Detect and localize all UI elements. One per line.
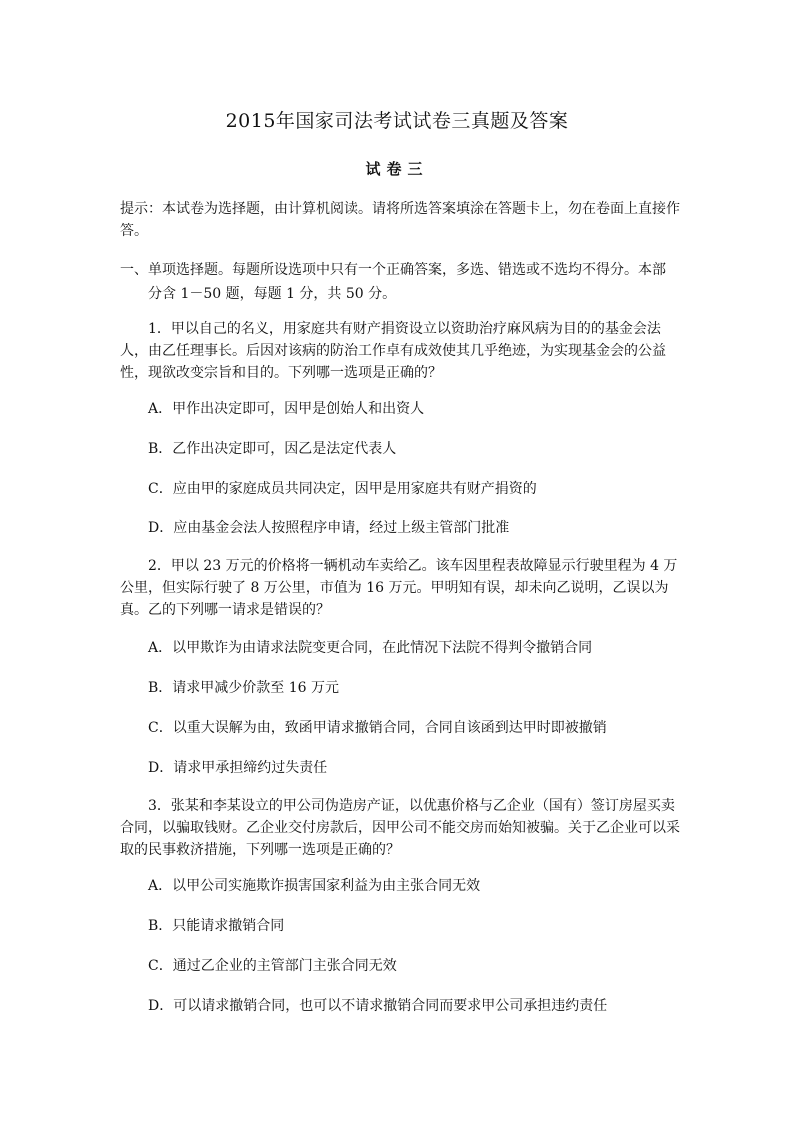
question-3-stem: 3．张某和李某设立的甲公司伪造房产证，以优惠价格与乙企业（国有）签订房屋买卖合同，以骗取钱财。乙企业交付房款后，因甲公司不能交房而始知被骗。关于乙企业可以采取的民事救济措施，下列哪一选项是正确的？: [120, 798, 680, 858]
question-1-stem: 1．甲以自己的名义，用家庭共有财产捐资设立以资助治疗麻风病为目的的基金会法人，由乙任理事长。后因对该病的防治工作卓有成效使其几乎绝迹，为实现基金会的公益性，现欲改变宗旨和目的。下列哪一选项是正确的？: [120, 321, 666, 381]
section-heading-line-2: 分含 1－50 题，每题 1 分，共 50 分。: [148, 286, 397, 302]
question-3-option-d: D．可以请求撤销合同，也可以不请求撤销合同而要求甲公司承担违约责任: [148, 998, 608, 1014]
question-3-option-c: C．通过乙企业的主管部门主张合同无效: [148, 958, 397, 974]
notice-text: 提示：本试卷为选择题，由计算机阅读。请将所选答案填涂在答题卡上，勿在卷面上直接作答。: [120, 201, 680, 239]
question-2-option-b: B．请求甲减少价款至 16 万元: [148, 680, 340, 696]
question-1-option-c: C．应由甲的家庭成员共同决定，因甲是用家庭共有财产捐资的: [148, 481, 537, 497]
question-2-stem: 2．甲以 23 万元的价格将一辆机动车卖给乙。该车因里程表故障显示行驶里程为 4 万公里，但实际行驶了 8 万公里，市值为 16 万元。甲明知有误，却未向乙说明，乙误以为真。乙的下列哪一请求是错误的？: [120, 558, 678, 618]
question-1-option-a: A．甲作出决定即可，因甲是创始人和出资人: [148, 401, 425, 417]
question-1-option-b: B．乙作出决定即可，因乙是法定代表人: [148, 441, 397, 457]
document-title: 2015年国家司法考试试卷三真题及答案: [225, 110, 569, 132]
question-3-option-b: B．只能请求撤销合同: [148, 918, 285, 934]
question-1-option-d: D．应由基金会法人按照程序申请，经过上级主管部门批准: [148, 520, 510, 536]
question-3-option-a: A．以甲公司实施欺诈损害国家利益为由主张合同无效: [148, 878, 481, 894]
document-subtitle: 试卷三: [365, 160, 429, 178]
section-heading-line-1: 一、单项选择题。每题所设选项中只有一个正确答案，多选、错选或不选均不得分。本部: [120, 262, 666, 278]
question-2-option-d: D．请求甲承担缔约过失责任: [148, 760, 328, 776]
section-heading: [120, 258, 680, 306]
question-2-option-c: C．以重大误解为由，致函甲请求撤销合同，合同自该函到达甲时即被撤销: [148, 720, 607, 736]
question-2-option-a: A．以甲欺诈为由请求法院变更合同，在此情况下法院不得判令撤销合同: [148, 640, 593, 656]
